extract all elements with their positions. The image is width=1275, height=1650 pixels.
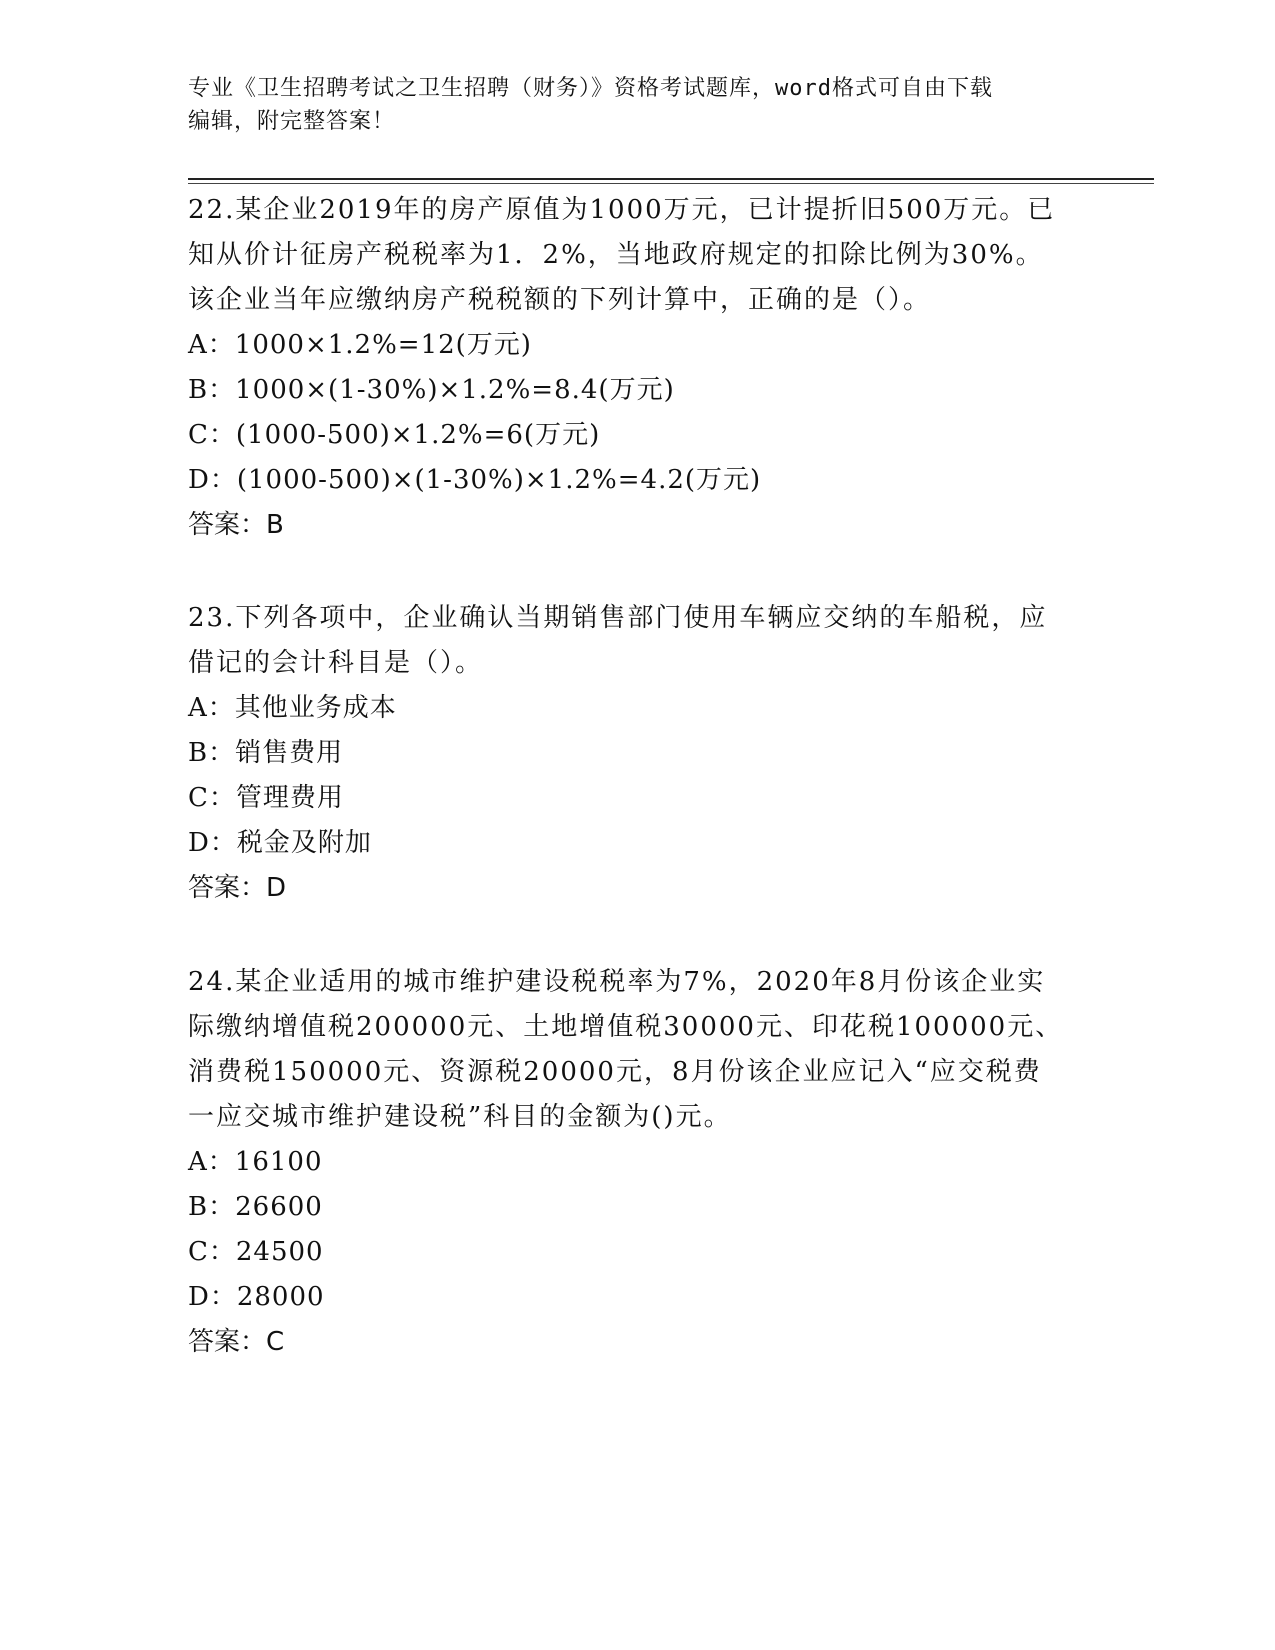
question-22 (188, 188, 1088, 548)
answer-text: 答案：C (188, 1327, 285, 1357)
option-c: C：24500 (188, 1237, 324, 1267)
option-d: D：税金及附加 (188, 828, 372, 858)
question-stem (188, 960, 1088, 1140)
stem-line: 消费税150000元、资源税20000元，8月份该企业应记入“应交税费 (188, 1057, 1042, 1087)
option-c: C：(1000-500)×1.2%=6(万元) (188, 420, 601, 450)
option-a: A：其他业务成本 (188, 693, 397, 723)
stem-line: 一应交城市维护建设税”科目的金额为()元。 (188, 1102, 732, 1132)
option-list (188, 323, 1088, 503)
header-line-2: 编辑，附完整答案！ (188, 109, 396, 134)
stem-line: 23.下列各项中，企业确认当期销售部门使用车辆应交纳的车船税，应 (188, 603, 1048, 633)
option-list (188, 1140, 1088, 1320)
option-b: B：销售费用 (188, 738, 344, 768)
question-stem (188, 188, 1088, 323)
stem-line: 借记的会计科目是（）。 (188, 648, 484, 678)
option-a: A：1000×1.2%=12(万元) (188, 330, 532, 360)
question-23 (188, 596, 1088, 911)
stem-line: 该企业当年应缴纳房产税税额的下列计算中，正确的是（）。 (188, 285, 932, 315)
option-list (188, 686, 1088, 866)
option-b: B：1000×(1-30%)×1.2%=8.4(万元) (188, 375, 675, 405)
header-line-1: 专业《卫生招聘考试之卫生招聘（财务）》资格考试题库，word格式可自由下载 (188, 76, 993, 101)
option-c: C：管理费用 (188, 783, 344, 813)
header-divider-thick (188, 178, 1154, 180)
stem-line: 24.某企业适用的城市维护建设税税率为7%，2020年8月份该企业实 (188, 967, 1046, 997)
stem-line: 22.某企业2019年的房产原值为1000万元，已计提折旧500万元。已 (188, 195, 1056, 225)
answer-text: 答案：B (188, 510, 284, 540)
stem-line: 际缴纳增值税200000元、土地增值税30000元、印花税100000元、 (188, 1012, 1064, 1042)
document-header (188, 72, 1068, 138)
header-divider-thin (188, 183, 1154, 184)
question-24 (188, 960, 1088, 1365)
answer-text: 答案：D (188, 873, 287, 903)
option-d: D：28000 (188, 1282, 325, 1312)
question-stem (188, 596, 1088, 686)
option-b: B：26600 (188, 1192, 323, 1222)
stem-line: 知从价计征房产税税率为1．2%，当地政府规定的扣除比例为30%。 (188, 240, 1044, 270)
option-d: D：(1000-500)×(1-30%)×1.2%=4.2(万元) (188, 465, 762, 495)
option-a: A：16100 (188, 1147, 323, 1177)
